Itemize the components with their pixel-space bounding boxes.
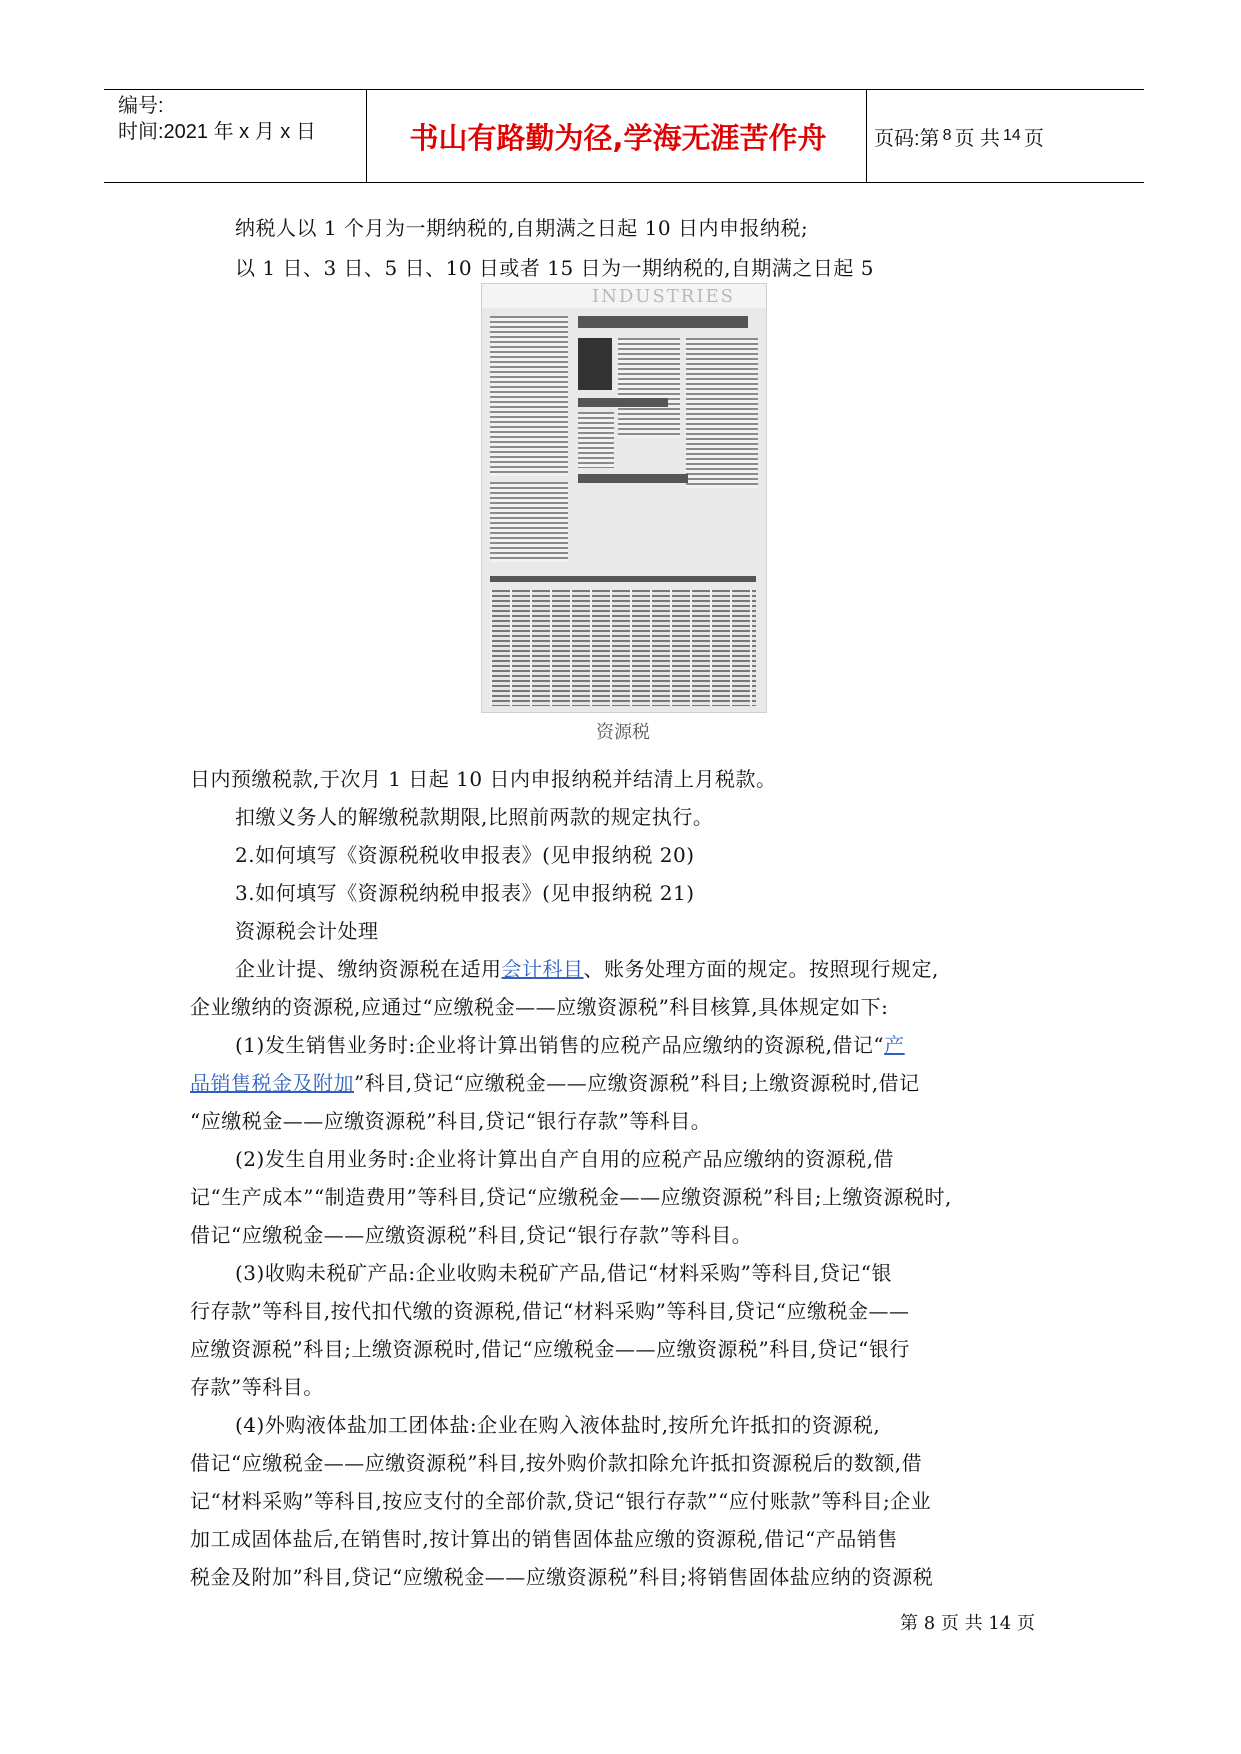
text-column bbox=[490, 316, 568, 476]
time-label: 时间:2021 年 x 月 x 日 bbox=[118, 121, 316, 143]
text-span: (4)外购液体盐加工团体盐:企业在购入液体盐时,按所允许抵扣的资源税, bbox=[235, 1413, 881, 1437]
document-header bbox=[104, 89, 1144, 183]
headline-block bbox=[578, 398, 668, 407]
text-span: 行存款”等科目,按代扣代缴的资源税,借记“材料采购”等科目,贷记“应缴税金—— bbox=[190, 1299, 910, 1323]
page-number: 8 bbox=[942, 127, 952, 144]
page-suffix: 页 bbox=[1023, 127, 1044, 150]
header-page-cell bbox=[874, 89, 1044, 183]
text-span: 应缴资源税”科目;上缴资源税时,借记“应缴税金——应缴资源税”科目,贷记“银行 bbox=[190, 1337, 910, 1361]
page-total: 14 bbox=[1003, 127, 1021, 144]
paragraph-line bbox=[190, 874, 1062, 912]
accounting-subject-link[interactable]: 会计科目 bbox=[501, 957, 584, 981]
paragraph-line bbox=[190, 1482, 1062, 1520]
header-divider bbox=[366, 89, 367, 183]
text-span: 3.如何填写《资源税纳税申报表》(见申报纳税 21) bbox=[235, 881, 695, 905]
paragraph-line bbox=[190, 1216, 1062, 1254]
text-span: (2)发生自用业务时:企业将计算出自产自用的应税产品应缴纳的资源税,借 bbox=[235, 1147, 894, 1171]
text-span: 日内预缴税款,于次月 1 日起 10 日内申报纳税并结清上月税款。 bbox=[190, 767, 777, 791]
product-sales-tax-link[interactable]: 品销售税金及附加 bbox=[190, 1071, 354, 1095]
page-prefix: 页码:第 bbox=[874, 127, 940, 150]
paragraph-line bbox=[190, 1026, 1062, 1064]
figure-caption: 资源税 bbox=[596, 722, 650, 743]
paragraph-line bbox=[190, 1254, 1062, 1292]
text-span: 扣缴义务人的解缴税款期限,比照前两款的规定执行。 bbox=[235, 805, 714, 829]
text-span: 借记“应缴税金——应缴资源税”科目,按外购价款扣除允许抵扣资源税后的数额,借 bbox=[190, 1451, 923, 1475]
text-span: 记“生产成本”“制造费用”等科目,贷记“应缴税金——应缴资源税”科目;上缴资源税时, bbox=[190, 1185, 952, 1209]
data-table-block bbox=[490, 590, 756, 706]
paragraph-line bbox=[190, 1064, 1062, 1102]
text-column bbox=[618, 338, 680, 438]
product-sales-tax-link[interactable]: 产 bbox=[884, 1033, 905, 1057]
text-span: 、账务处理方面的规定。按照现行规定, bbox=[583, 957, 939, 981]
paragraph-line bbox=[190, 1102, 1062, 1140]
masthead-text: INDUSTRIES bbox=[592, 286, 735, 307]
text-span: “应缴税金——应缴资源税”科目,贷记“银行存款”等科目。 bbox=[190, 1109, 712, 1133]
paragraph-line bbox=[190, 1140, 1062, 1178]
headline-block bbox=[490, 576, 756, 582]
number-label: 编号: bbox=[118, 95, 164, 117]
paragraph-line bbox=[190, 988, 1062, 1026]
paragraph-line bbox=[190, 836, 1062, 874]
text-span: ”科目,贷记“应缴税金——应缴资源税”科目;上缴资源税时,借记 bbox=[354, 1071, 920, 1095]
text-span: 纳税人以 1 个月为一期纳税的,自期满之日起 10 日内申报纳税; bbox=[235, 216, 809, 240]
text-span: 企业计提、缴纳资源税在适用 bbox=[235, 957, 502, 981]
text-span: 以 1 日、3 日、5 日、10 日或者 15 日为一期纳税的,自期满之日起 5 bbox=[235, 256, 875, 280]
text-span: 借记“应缴税金——应缴资源税”科目,贷记“银行存款”等科目。 bbox=[190, 1223, 753, 1247]
paragraph-line bbox=[190, 209, 1062, 247]
headline-block bbox=[578, 316, 748, 328]
header-motto: 书山有路勤为径,学海无涯苦作舟 bbox=[409, 120, 827, 155]
text-column bbox=[578, 412, 614, 468]
paragraph-line bbox=[190, 1520, 1062, 1558]
paragraph-line bbox=[190, 1330, 1062, 1368]
text-span: 存款”等科目。 bbox=[190, 1375, 324, 1399]
paragraph-line bbox=[190, 1292, 1062, 1330]
paragraph-line bbox=[190, 760, 1062, 798]
paragraph-line bbox=[190, 798, 1062, 836]
paragraph-line bbox=[190, 1406, 1062, 1444]
page-footer: 第 8 页 共 14 页 bbox=[900, 1613, 1035, 1634]
text-column bbox=[686, 338, 758, 488]
header-left-cell bbox=[118, 93, 316, 145]
text-span: (1)发生销售业务时:企业将计算出销售的应税产品应缴纳的资源税,借记“ bbox=[235, 1033, 885, 1057]
headline-block bbox=[578, 474, 688, 483]
paragraph-line bbox=[190, 1368, 1062, 1406]
text-span: 企业缴纳的资源税,应通过“应缴税金——应缴资源税”科目核算,具体规定如下: bbox=[190, 995, 889, 1019]
paragraph-line bbox=[190, 1558, 1062, 1596]
paragraph-line bbox=[190, 249, 1062, 287]
page-mid: 页 共 bbox=[954, 127, 1001, 150]
text-span: 资源税会计处理 bbox=[235, 919, 379, 943]
text-span: 2.如何填写《资源税税收申报表》(见申报纳税 20) bbox=[235, 843, 695, 867]
section-heading bbox=[190, 912, 1062, 950]
photo-block bbox=[578, 338, 612, 390]
text-span: (3)收购未税矿产品:企业收购未税矿产品,借记“材料采购”等科目,贷记“银 bbox=[235, 1261, 892, 1285]
paragraph-line bbox=[190, 950, 1062, 988]
newspaper-image bbox=[481, 283, 767, 713]
text-span: 记“材料采购”等科目,按应支付的全部价款,贷记“银行存款”“应付账款”等科目;企业 bbox=[190, 1489, 932, 1513]
paragraph-line bbox=[190, 1444, 1062, 1482]
text-column bbox=[490, 482, 568, 562]
text-span: 税金及附加”科目,贷记“应缴税金——应缴资源税”科目;将销售固体盐应纳的资源税 bbox=[190, 1565, 934, 1589]
text-span: 加工成固体盐后,在销售时,按计算出的销售固体盐应缴的资源税,借记“产品销售 bbox=[190, 1527, 898, 1551]
paragraph-line bbox=[190, 1178, 1062, 1216]
header-divider bbox=[866, 89, 867, 183]
